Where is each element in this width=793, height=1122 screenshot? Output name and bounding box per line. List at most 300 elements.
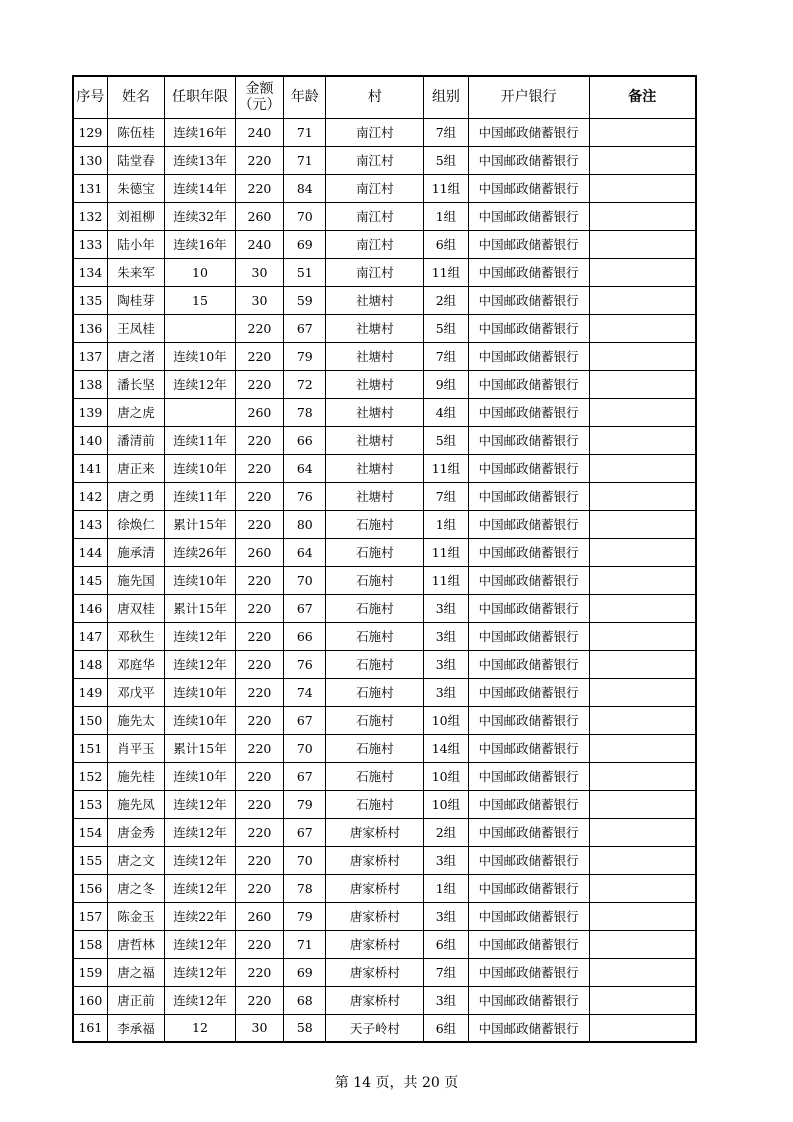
cell-index: 131 bbox=[73, 174, 107, 202]
cell-village: 石施村 bbox=[326, 734, 424, 762]
cell-village: 社塘村 bbox=[326, 314, 424, 342]
cell-tenure: 连续26年 bbox=[165, 538, 236, 566]
table-row bbox=[73, 874, 696, 902]
cell-group: 4组 bbox=[424, 398, 468, 426]
table-row bbox=[73, 762, 696, 790]
cell-remarks bbox=[589, 762, 696, 790]
table-row bbox=[73, 286, 696, 314]
cell-tenure: 连续12年 bbox=[165, 818, 236, 846]
cell-bank: 中国邮政储蓄银行 bbox=[468, 286, 589, 314]
cell-index: 136 bbox=[73, 314, 107, 342]
cell-remarks bbox=[589, 146, 696, 174]
cell-index: 148 bbox=[73, 650, 107, 678]
cell-tenure: 连续12年 bbox=[165, 622, 236, 650]
cell-group: 10组 bbox=[424, 706, 468, 734]
cell-name: 施先太 bbox=[107, 706, 164, 734]
cell-remarks bbox=[589, 930, 696, 958]
cell-age: 67 bbox=[284, 818, 326, 846]
cell-tenure: 连续10年 bbox=[165, 454, 236, 482]
cell-amount: 220 bbox=[235, 818, 283, 846]
cell-index: 145 bbox=[73, 566, 107, 594]
cell-amount: 220 bbox=[235, 678, 283, 706]
table-row bbox=[73, 510, 696, 538]
cell-bank: 中国邮政储蓄银行 bbox=[468, 986, 589, 1014]
cell-tenure: 累计15年 bbox=[165, 734, 236, 762]
cell-amount: 220 bbox=[235, 930, 283, 958]
cell-tenure: 15 bbox=[165, 286, 236, 314]
cell-tenure bbox=[165, 398, 236, 426]
cell-group: 7组 bbox=[424, 118, 468, 146]
table-row bbox=[73, 1014, 696, 1042]
cell-age: 58 bbox=[284, 1014, 326, 1042]
cell-name: 李承福 bbox=[107, 1014, 164, 1042]
cell-remarks bbox=[589, 370, 696, 398]
cell-remarks bbox=[589, 594, 696, 622]
cell-village: 天子岭村 bbox=[326, 1014, 424, 1042]
cell-index: 159 bbox=[73, 958, 107, 986]
cell-tenure: 连续11年 bbox=[165, 482, 236, 510]
cell-index: 129 bbox=[73, 118, 107, 146]
cell-age: 72 bbox=[284, 370, 326, 398]
cell-amount: 260 bbox=[235, 398, 283, 426]
cell-group: 3组 bbox=[424, 678, 468, 706]
cell-tenure: 连续10年 bbox=[165, 342, 236, 370]
cell-group: 7组 bbox=[424, 958, 468, 986]
cell-bank: 中国邮政储蓄银行 bbox=[468, 398, 589, 426]
cell-bank: 中国邮政储蓄银行 bbox=[468, 202, 589, 230]
cell-index: 139 bbox=[73, 398, 107, 426]
cell-group: 7组 bbox=[424, 342, 468, 370]
table-row bbox=[73, 734, 696, 762]
cell-group: 11组 bbox=[424, 258, 468, 286]
cell-village: 石施村 bbox=[326, 706, 424, 734]
cell-index: 133 bbox=[73, 230, 107, 258]
cell-bank: 中国邮政储蓄银行 bbox=[468, 174, 589, 202]
cell-bank: 中国邮政储蓄银行 bbox=[468, 258, 589, 286]
cell-age: 70 bbox=[284, 846, 326, 874]
cell-group: 1组 bbox=[424, 874, 468, 902]
table-row bbox=[73, 174, 696, 202]
cell-name: 邓秋生 bbox=[107, 622, 164, 650]
table-row bbox=[73, 118, 696, 146]
cell-bank: 中国邮政储蓄银行 bbox=[468, 1014, 589, 1042]
cell-tenure: 连续12年 bbox=[165, 370, 236, 398]
cell-amount: 220 bbox=[235, 454, 283, 482]
cell-group: 9组 bbox=[424, 370, 468, 398]
cell-bank: 中国邮政储蓄银行 bbox=[468, 790, 589, 818]
cell-tenure: 累计15年 bbox=[165, 594, 236, 622]
cell-age: 64 bbox=[284, 538, 326, 566]
cell-name: 朱德宝 bbox=[107, 174, 164, 202]
cell-name: 唐哲林 bbox=[107, 930, 164, 958]
cell-amount: 220 bbox=[235, 146, 283, 174]
cell-amount: 220 bbox=[235, 426, 283, 454]
cell-tenure: 10 bbox=[165, 258, 236, 286]
table-row bbox=[73, 986, 696, 1014]
cell-amount: 220 bbox=[235, 174, 283, 202]
cell-name: 陶桂芽 bbox=[107, 286, 164, 314]
table-row bbox=[73, 370, 696, 398]
table-row bbox=[73, 846, 696, 874]
cell-tenure: 连续10年 bbox=[165, 762, 236, 790]
cell-group: 6组 bbox=[424, 930, 468, 958]
cell-group: 3组 bbox=[424, 846, 468, 874]
cell-index: 135 bbox=[73, 286, 107, 314]
header-tenure: 任职年限 bbox=[165, 76, 236, 118]
cell-village: 唐家桥村 bbox=[326, 986, 424, 1014]
cell-group: 14组 bbox=[424, 734, 468, 762]
cell-village: 社塘村 bbox=[326, 286, 424, 314]
cell-group: 11组 bbox=[424, 454, 468, 482]
cell-index: 161 bbox=[73, 1014, 107, 1042]
cell-index: 140 bbox=[73, 426, 107, 454]
cell-name: 唐之勇 bbox=[107, 482, 164, 510]
cell-bank: 中国邮政储蓄银行 bbox=[468, 706, 589, 734]
cell-name: 唐之福 bbox=[107, 958, 164, 986]
cell-age: 66 bbox=[284, 426, 326, 454]
cell-name: 陆堂春 bbox=[107, 146, 164, 174]
cell-bank: 中国邮政储蓄银行 bbox=[468, 426, 589, 454]
cell-index: 147 bbox=[73, 622, 107, 650]
cell-remarks bbox=[589, 958, 696, 986]
cell-bank: 中国邮政储蓄银行 bbox=[468, 482, 589, 510]
header-age: 年龄 bbox=[284, 76, 326, 118]
cell-village: 社塘村 bbox=[326, 342, 424, 370]
cell-remarks bbox=[589, 230, 696, 258]
table-row bbox=[73, 678, 696, 706]
cell-bank: 中国邮政储蓄银行 bbox=[468, 118, 589, 146]
cell-village: 南江村 bbox=[326, 118, 424, 146]
cell-age: 67 bbox=[284, 706, 326, 734]
cell-name: 邓庭华 bbox=[107, 650, 164, 678]
table-row bbox=[73, 538, 696, 566]
cell-age: 64 bbox=[284, 454, 326, 482]
cell-tenure: 连续10年 bbox=[165, 678, 236, 706]
cell-group: 5组 bbox=[424, 426, 468, 454]
cell-age: 78 bbox=[284, 398, 326, 426]
cell-remarks bbox=[589, 902, 696, 930]
cell-bank: 中国邮政储蓄银行 bbox=[468, 370, 589, 398]
cell-index: 149 bbox=[73, 678, 107, 706]
cell-name: 唐正来 bbox=[107, 454, 164, 482]
table-row bbox=[73, 258, 696, 286]
cell-remarks bbox=[589, 818, 696, 846]
table-row bbox=[73, 930, 696, 958]
cell-age: 76 bbox=[284, 482, 326, 510]
cell-age: 80 bbox=[284, 510, 326, 538]
cell-remarks bbox=[589, 734, 696, 762]
cell-name: 唐之虎 bbox=[107, 398, 164, 426]
cell-tenure: 连续12年 bbox=[165, 874, 236, 902]
cell-remarks bbox=[589, 538, 696, 566]
page-footer: 第 14 页，共 20 页 bbox=[334, 1075, 459, 1091]
table-row bbox=[73, 650, 696, 678]
table-row bbox=[73, 790, 696, 818]
cell-amount: 220 bbox=[235, 314, 283, 342]
cell-remarks bbox=[589, 398, 696, 426]
cell-name: 潘长坚 bbox=[107, 370, 164, 398]
cell-age: 74 bbox=[284, 678, 326, 706]
table-row bbox=[73, 454, 696, 482]
cell-remarks bbox=[589, 202, 696, 230]
cell-group: 1组 bbox=[424, 202, 468, 230]
cell-amount: 220 bbox=[235, 650, 283, 678]
cell-index: 152 bbox=[73, 762, 107, 790]
header-village: 村 bbox=[326, 76, 424, 118]
cell-village: 石施村 bbox=[326, 510, 424, 538]
cell-group: 2组 bbox=[424, 818, 468, 846]
table-row bbox=[73, 566, 696, 594]
cell-age: 70 bbox=[284, 734, 326, 762]
cell-bank: 中国邮政储蓄银行 bbox=[468, 342, 589, 370]
cell-bank: 中国邮政储蓄银行 bbox=[468, 314, 589, 342]
cell-remarks bbox=[589, 510, 696, 538]
cell-village: 南江村 bbox=[326, 258, 424, 286]
cell-index: 142 bbox=[73, 482, 107, 510]
cell-index: 157 bbox=[73, 902, 107, 930]
cell-name: 陈金玉 bbox=[107, 902, 164, 930]
cell-remarks bbox=[589, 678, 696, 706]
cell-amount: 220 bbox=[235, 370, 283, 398]
cell-name: 施先桂 bbox=[107, 762, 164, 790]
cell-remarks bbox=[589, 986, 696, 1014]
cell-group: 10组 bbox=[424, 790, 468, 818]
header-index: 序号 bbox=[73, 76, 107, 118]
cell-bank: 中国邮政储蓄银行 bbox=[468, 594, 589, 622]
cell-tenure bbox=[165, 314, 236, 342]
header-group: 组别 bbox=[424, 76, 468, 118]
cell-group: 2组 bbox=[424, 286, 468, 314]
cell-amount: 220 bbox=[235, 958, 283, 986]
cell-amount: 240 bbox=[235, 118, 283, 146]
cell-bank: 中国邮政储蓄银行 bbox=[468, 622, 589, 650]
cell-bank: 中国邮政储蓄银行 bbox=[468, 874, 589, 902]
table-row bbox=[73, 342, 696, 370]
cell-index: 143 bbox=[73, 510, 107, 538]
cell-age: 51 bbox=[284, 258, 326, 286]
cell-village: 石施村 bbox=[326, 594, 424, 622]
cell-amount: 220 bbox=[235, 874, 283, 902]
cell-remarks bbox=[589, 846, 696, 874]
cell-tenure: 连续16年 bbox=[165, 230, 236, 258]
cell-group: 11组 bbox=[424, 566, 468, 594]
cell-amount: 220 bbox=[235, 622, 283, 650]
cell-amount: 220 bbox=[235, 762, 283, 790]
cell-bank: 中国邮政储蓄银行 bbox=[468, 454, 589, 482]
cell-age: 71 bbox=[284, 930, 326, 958]
cell-remarks bbox=[589, 258, 696, 286]
header-bank: 开户银行 bbox=[468, 76, 589, 118]
cell-village: 南江村 bbox=[326, 146, 424, 174]
roster-sheet bbox=[72, 75, 697, 1043]
cell-amount: 260 bbox=[235, 538, 283, 566]
cell-age: 70 bbox=[284, 566, 326, 594]
table-row bbox=[73, 706, 696, 734]
cell-amount: 220 bbox=[235, 482, 283, 510]
cell-group: 3组 bbox=[424, 902, 468, 930]
cell-bank: 中国邮政储蓄银行 bbox=[468, 678, 589, 706]
cell-age: 67 bbox=[284, 762, 326, 790]
table-row bbox=[73, 902, 696, 930]
cell-amount: 30 bbox=[235, 1014, 283, 1042]
cell-village: 石施村 bbox=[326, 622, 424, 650]
cell-bank: 中国邮政储蓄银行 bbox=[468, 762, 589, 790]
cell-name: 唐正前 bbox=[107, 986, 164, 1014]
cell-remarks bbox=[589, 706, 696, 734]
cell-village: 唐家桥村 bbox=[326, 874, 424, 902]
cell-index: 156 bbox=[73, 874, 107, 902]
cell-age: 79 bbox=[284, 902, 326, 930]
cell-tenure: 连续12年 bbox=[165, 650, 236, 678]
cell-group: 7组 bbox=[424, 482, 468, 510]
table-row bbox=[73, 958, 696, 986]
cell-index: 141 bbox=[73, 454, 107, 482]
cell-village: 唐家桥村 bbox=[326, 958, 424, 986]
cell-tenure: 连续12年 bbox=[165, 958, 236, 986]
cell-village: 唐家桥村 bbox=[326, 846, 424, 874]
cell-name: 施承清 bbox=[107, 538, 164, 566]
cell-tenure: 12 bbox=[165, 1014, 236, 1042]
cell-tenure: 连续11年 bbox=[165, 426, 236, 454]
cell-name: 唐金秀 bbox=[107, 818, 164, 846]
cell-index: 158 bbox=[73, 930, 107, 958]
cell-village: 南江村 bbox=[326, 230, 424, 258]
cell-group: 3组 bbox=[424, 622, 468, 650]
cell-index: 150 bbox=[73, 706, 107, 734]
table-body bbox=[73, 118, 696, 1042]
cell-remarks bbox=[589, 482, 696, 510]
cell-amount: 220 bbox=[235, 734, 283, 762]
cell-group: 6组 bbox=[424, 230, 468, 258]
cell-group: 11组 bbox=[424, 538, 468, 566]
cell-age: 79 bbox=[284, 790, 326, 818]
cell-remarks bbox=[589, 174, 696, 202]
cell-age: 69 bbox=[284, 958, 326, 986]
cell-name: 邓戊平 bbox=[107, 678, 164, 706]
cell-index: 137 bbox=[73, 342, 107, 370]
cell-remarks bbox=[589, 314, 696, 342]
cell-village: 石施村 bbox=[326, 566, 424, 594]
cell-index: 146 bbox=[73, 594, 107, 622]
cell-tenure: 连续12年 bbox=[165, 790, 236, 818]
cell-name: 王凤桂 bbox=[107, 314, 164, 342]
header-remarks: 备注 bbox=[589, 76, 696, 118]
table-row bbox=[73, 398, 696, 426]
cell-amount: 240 bbox=[235, 230, 283, 258]
cell-bank: 中国邮政储蓄银行 bbox=[468, 846, 589, 874]
cell-tenure: 累计15年 bbox=[165, 510, 236, 538]
table-row bbox=[73, 146, 696, 174]
cell-remarks bbox=[589, 426, 696, 454]
cell-amount: 220 bbox=[235, 510, 283, 538]
cell-village: 社塘村 bbox=[326, 482, 424, 510]
cell-village: 石施村 bbox=[326, 678, 424, 706]
cell-name: 刘祖柳 bbox=[107, 202, 164, 230]
header-row bbox=[73, 76, 696, 118]
cell-index: 154 bbox=[73, 818, 107, 846]
cell-index: 155 bbox=[73, 846, 107, 874]
cell-tenure: 连续22年 bbox=[165, 902, 236, 930]
cell-group: 5组 bbox=[424, 146, 468, 174]
cell-village: 南江村 bbox=[326, 174, 424, 202]
cell-index: 134 bbox=[73, 258, 107, 286]
cell-remarks bbox=[589, 650, 696, 678]
cell-village: 南江村 bbox=[326, 202, 424, 230]
cell-bank: 中国邮政储蓄银行 bbox=[468, 930, 589, 958]
cell-name: 唐之文 bbox=[107, 846, 164, 874]
table-row bbox=[73, 230, 696, 258]
cell-village: 唐家桥村 bbox=[326, 818, 424, 846]
cell-village: 唐家桥村 bbox=[326, 902, 424, 930]
cell-name: 潘清前 bbox=[107, 426, 164, 454]
cell-village: 唐家桥村 bbox=[326, 930, 424, 958]
table-row bbox=[73, 314, 696, 342]
cell-amount: 220 bbox=[235, 846, 283, 874]
cell-tenure: 连续12年 bbox=[165, 846, 236, 874]
cell-age: 71 bbox=[284, 118, 326, 146]
cell-group: 11组 bbox=[424, 174, 468, 202]
cell-tenure: 连续14年 bbox=[165, 174, 236, 202]
cell-bank: 中国邮政储蓄银行 bbox=[468, 510, 589, 538]
cell-amount: 30 bbox=[235, 258, 283, 286]
cell-age: 71 bbox=[284, 146, 326, 174]
cell-remarks bbox=[589, 342, 696, 370]
cell-village: 石施村 bbox=[326, 762, 424, 790]
cell-remarks bbox=[589, 286, 696, 314]
cell-remarks bbox=[589, 622, 696, 650]
cell-name: 肖平玉 bbox=[107, 734, 164, 762]
cell-age: 84 bbox=[284, 174, 326, 202]
cell-village: 石施村 bbox=[326, 538, 424, 566]
cell-name: 唐双桂 bbox=[107, 594, 164, 622]
cell-bank: 中国邮政储蓄银行 bbox=[468, 958, 589, 986]
cell-age: 67 bbox=[284, 314, 326, 342]
cell-remarks bbox=[589, 566, 696, 594]
cell-tenure: 连续16年 bbox=[165, 118, 236, 146]
cell-village: 社塘村 bbox=[326, 426, 424, 454]
cell-age: 76 bbox=[284, 650, 326, 678]
cell-age: 68 bbox=[284, 986, 326, 1014]
cell-village: 石施村 bbox=[326, 790, 424, 818]
cell-bank: 中国邮政储蓄银行 bbox=[468, 566, 589, 594]
cell-amount: 220 bbox=[235, 986, 283, 1014]
cell-group: 3组 bbox=[424, 650, 468, 678]
cell-age: 69 bbox=[284, 230, 326, 258]
cell-index: 130 bbox=[73, 146, 107, 174]
cell-amount: 220 bbox=[235, 566, 283, 594]
cell-index: 153 bbox=[73, 790, 107, 818]
cell-remarks bbox=[589, 454, 696, 482]
table-row bbox=[73, 818, 696, 846]
roster-table bbox=[72, 75, 697, 1043]
cell-group: 5组 bbox=[424, 314, 468, 342]
cell-remarks bbox=[589, 1014, 696, 1042]
cell-group: 3组 bbox=[424, 986, 468, 1014]
cell-age: 66 bbox=[284, 622, 326, 650]
cell-age: 70 bbox=[284, 202, 326, 230]
cell-age: 67 bbox=[284, 594, 326, 622]
cell-village: 石施村 bbox=[326, 650, 424, 678]
cell-bank: 中国邮政储蓄银行 bbox=[468, 650, 589, 678]
cell-index: 160 bbox=[73, 986, 107, 1014]
cell-group: 6组 bbox=[424, 1014, 468, 1042]
cell-village: 社塘村 bbox=[326, 398, 424, 426]
cell-bank: 中国邮政储蓄银行 bbox=[468, 902, 589, 930]
cell-amount: 220 bbox=[235, 594, 283, 622]
cell-remarks bbox=[589, 874, 696, 902]
cell-tenure: 连续13年 bbox=[165, 146, 236, 174]
cell-village: 社塘村 bbox=[326, 370, 424, 398]
